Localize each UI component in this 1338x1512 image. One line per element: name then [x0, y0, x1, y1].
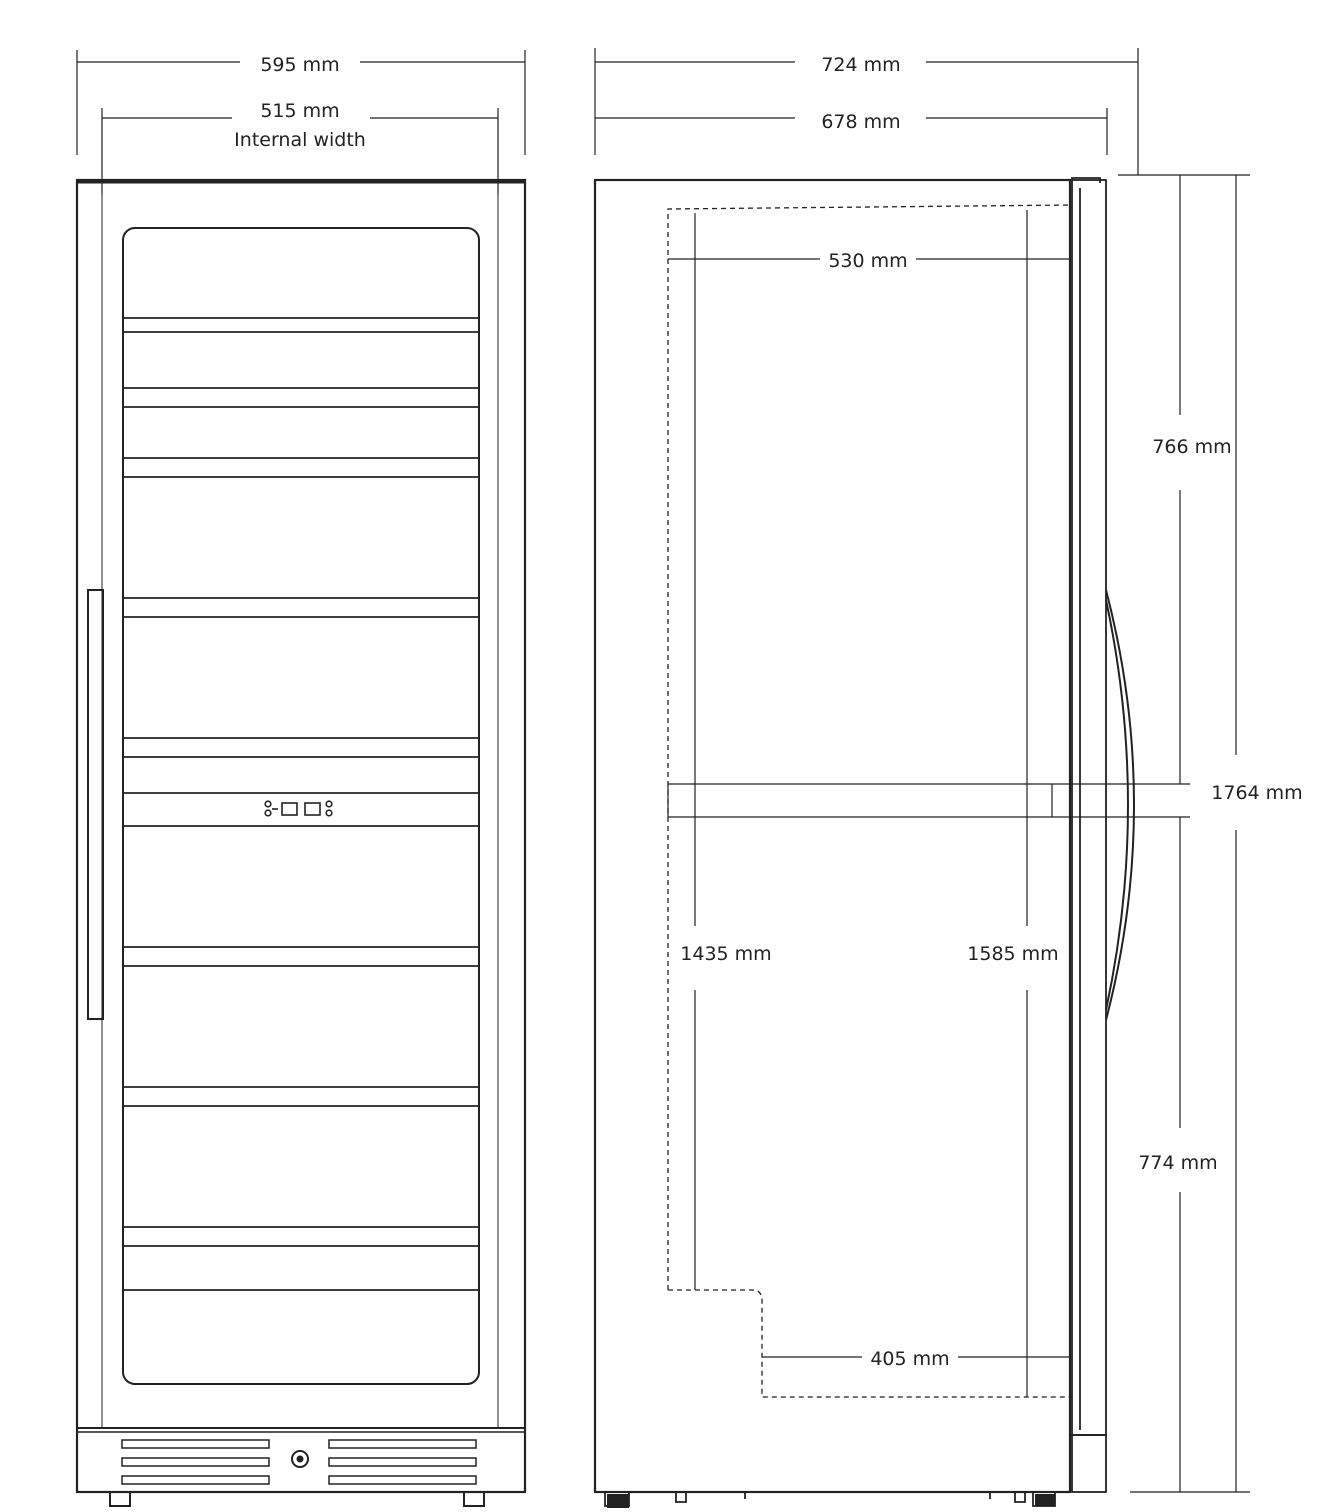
internal-height-to-top-label: 1585 mm: [967, 943, 1059, 965]
side-handle: [1106, 590, 1134, 1020]
total-height-label: 1764 mm: [1211, 782, 1303, 804]
overall-depth-label: 724 mm: [821, 54, 901, 76]
overall-width-label: 595 mm: [260, 54, 340, 76]
height-dimension: [1118, 175, 1250, 1492]
front-view: [77, 50, 525, 1506]
front-feet: [110, 1492, 484, 1506]
internal-cavity-outline: [668, 205, 1072, 1397]
internal-width-caption: Internal width: [234, 129, 366, 151]
side-view: [595, 48, 1303, 1508]
front-cabinet: [77, 180, 525, 1492]
wine-shelves: [123, 318, 479, 1290]
door-profile: [1072, 178, 1106, 1492]
internal-depth-label: 530 mm: [828, 250, 908, 272]
mid-band: [668, 784, 1190, 817]
body-depth-label: 678 mm: [821, 111, 901, 133]
control-panel-icon: [265, 801, 332, 816]
internal-height-label: 1435 mm: [680, 943, 772, 965]
glass-door-window: [123, 228, 479, 1384]
side-cabinet: [595, 180, 1070, 1492]
upper-height-label: 766 mm: [1152, 436, 1232, 458]
lower-height-label: 774 mm: [1138, 1152, 1218, 1174]
internal-height-dimension: [695, 210, 1027, 1397]
door-handle: [88, 590, 103, 1019]
side-feet: [605, 1492, 1055, 1506]
internal-width-label: 515 mm: [260, 100, 340, 122]
lower-internal-depth-label: 405 mm: [870, 1348, 950, 1370]
